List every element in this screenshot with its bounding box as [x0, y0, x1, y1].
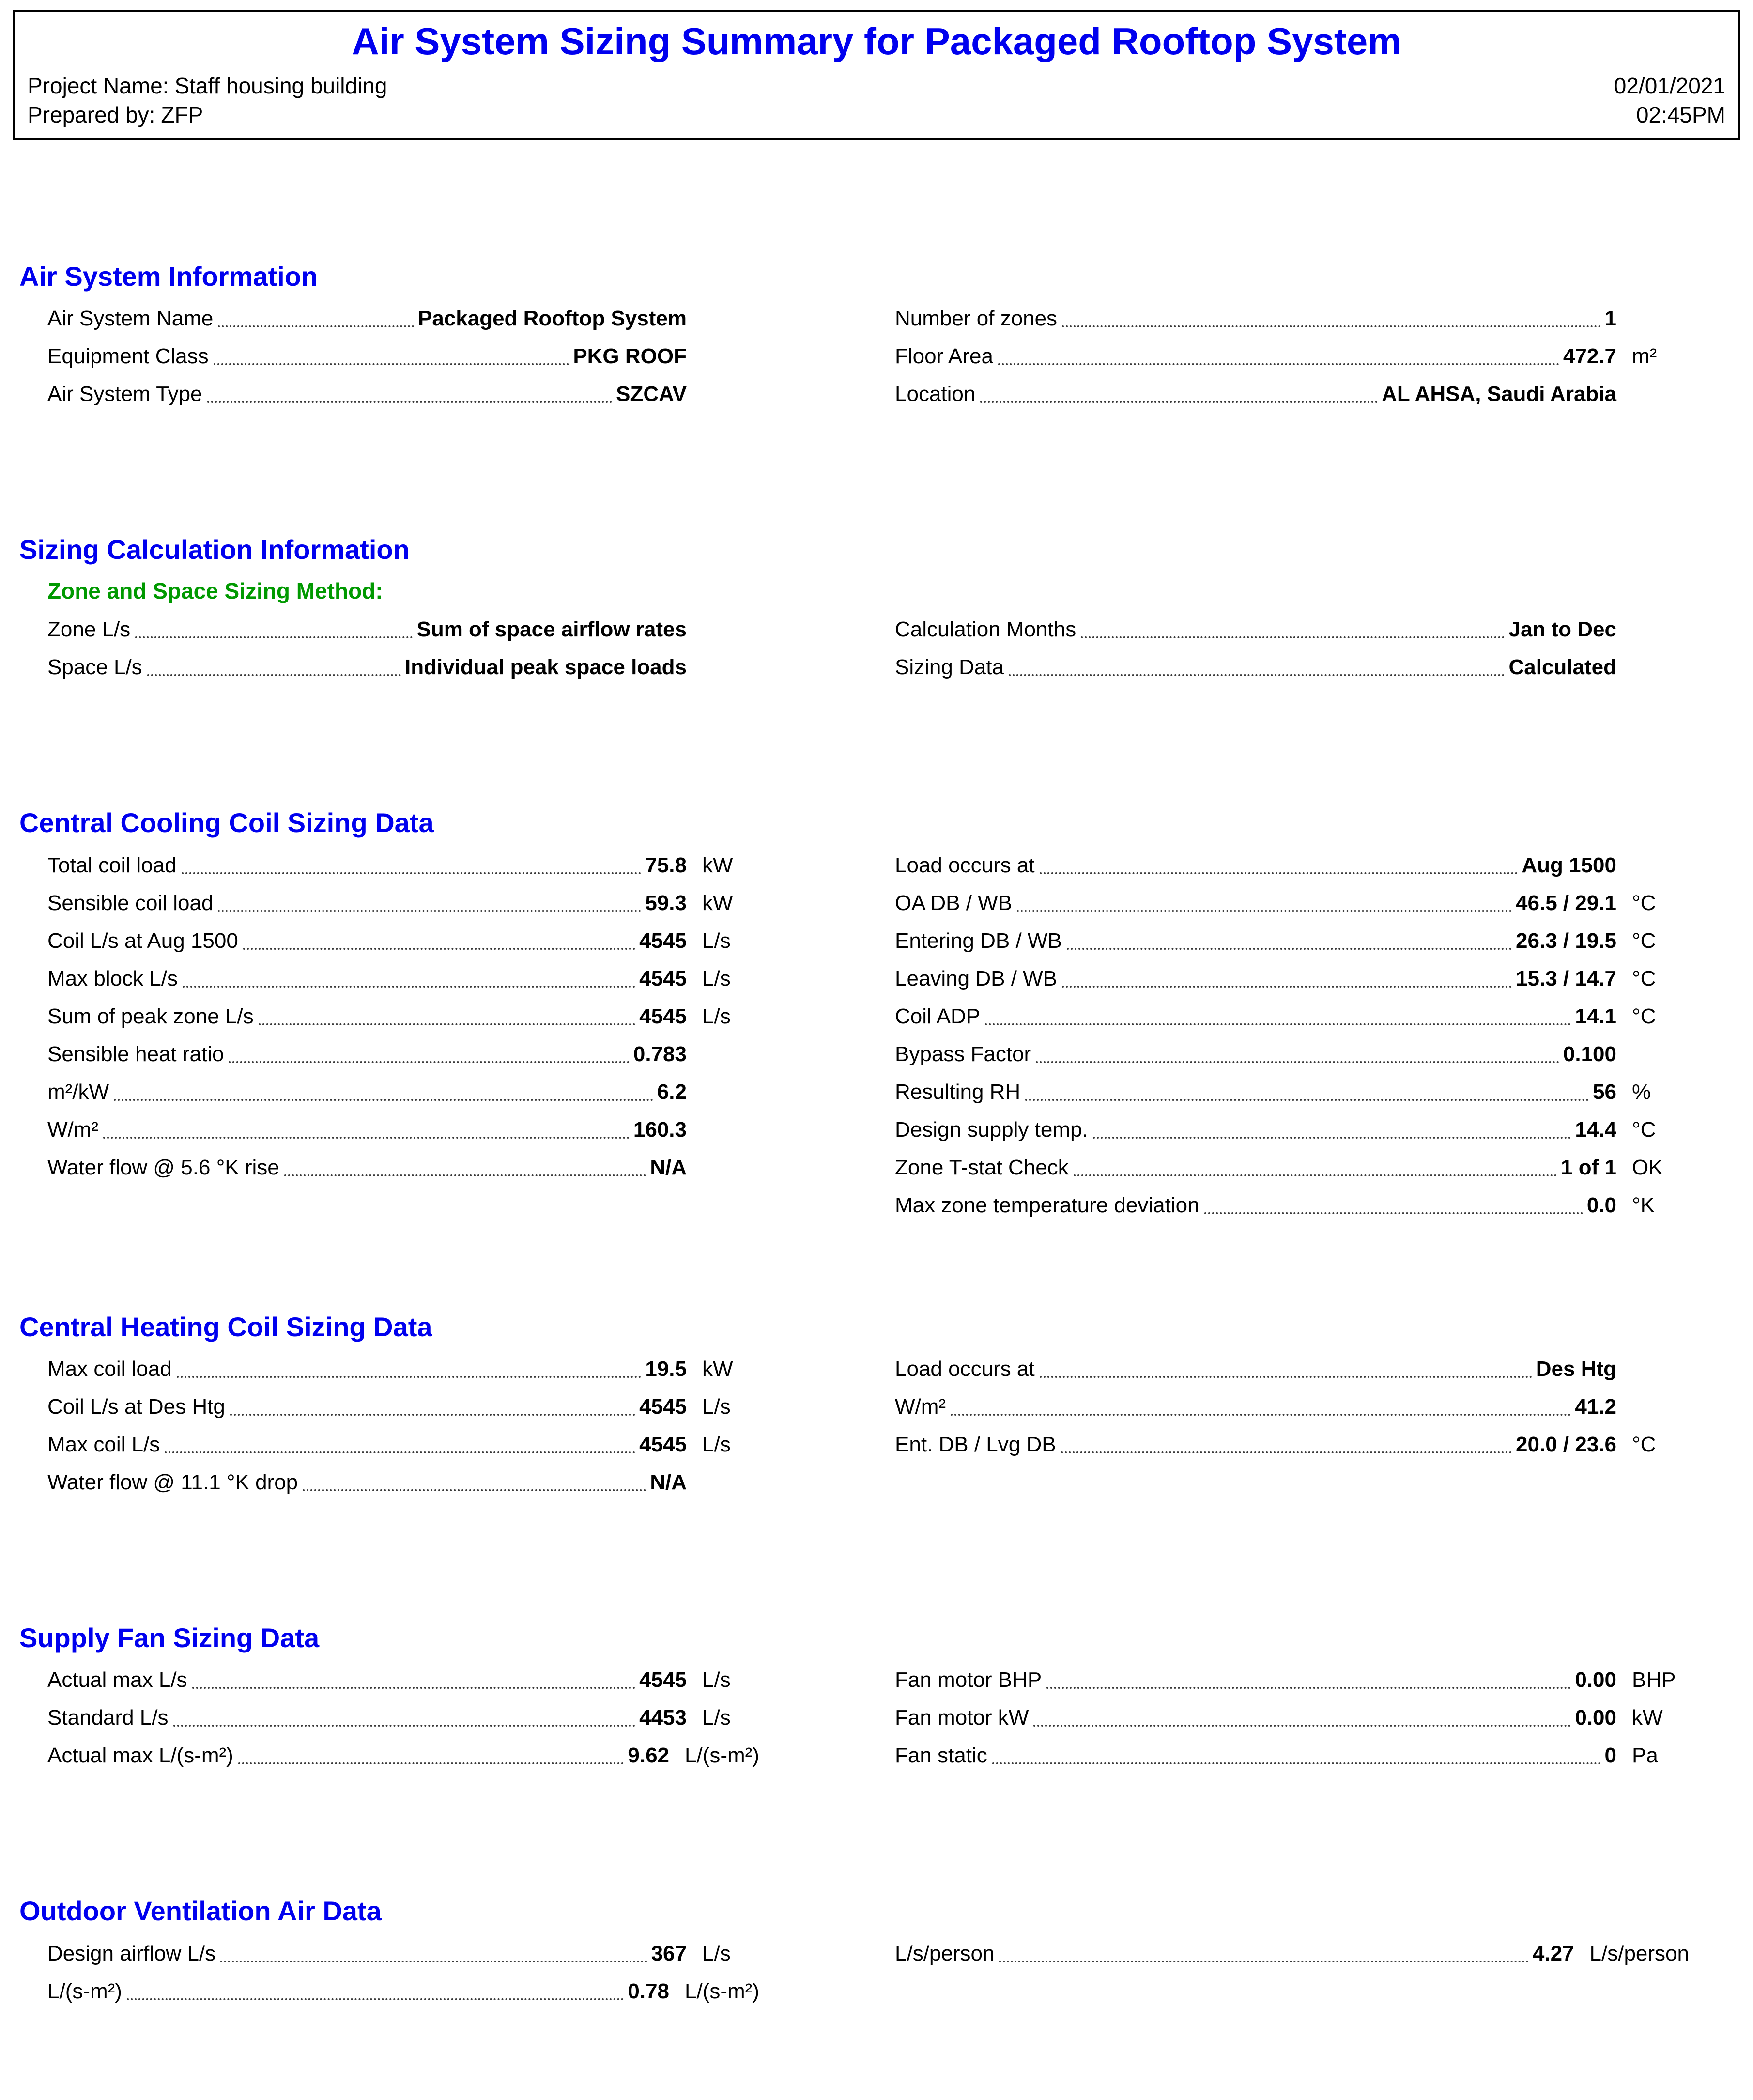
- dot-leader: [135, 611, 413, 638]
- row-unit: [687, 1464, 759, 1501]
- section-title: Central Cooling Coil Sizing Data: [19, 807, 434, 838]
- row-unit: °C: [1632, 891, 1656, 915]
- row-label: Sum of peak zone L/s: [47, 1004, 254, 1028]
- data-row: [895, 1661, 1689, 1699]
- dot-leader: [173, 1699, 636, 1727]
- dot-leader: [127, 1973, 624, 2000]
- columns: [47, 847, 1740, 1224]
- row-label: Zone L/s: [47, 618, 131, 642]
- dot-leader: [165, 1426, 635, 1453]
- column-left: [47, 1935, 759, 2010]
- row-unit: %: [1632, 1080, 1651, 1104]
- column-right: [895, 611, 1689, 686]
- dot-leader: [951, 1388, 1571, 1416]
- row-unit: BHP: [1632, 1668, 1676, 1692]
- row-value: 367: [651, 1941, 687, 1965]
- section-supply-fan-sizing-data: [13, 1622, 1740, 1775]
- row-unit: °C: [1632, 1004, 1656, 1028]
- row-value: 0.78: [628, 1979, 670, 2003]
- data-row: [47, 1350, 759, 1388]
- row-label: Max block L/s: [47, 966, 178, 990]
- column-left: [47, 611, 759, 686]
- data-row: [895, 1073, 1689, 1111]
- data-row: [895, 1187, 1689, 1224]
- data-row: [895, 998, 1689, 1035]
- row-label: W/m²: [895, 1395, 946, 1419]
- row-unit: [1616, 847, 1689, 884]
- row-label: Resulting RH: [895, 1080, 1021, 1104]
- dot-leader: [1009, 649, 1505, 676]
- data-row: [895, 338, 1689, 375]
- row-value: 1: [1604, 307, 1616, 331]
- row-label: Sensible coil load: [47, 891, 214, 915]
- row-value: Calculated: [1508, 655, 1616, 679]
- data-row: [47, 1737, 759, 1775]
- row-unit: OK: [1632, 1155, 1663, 1179]
- row-unit: °C: [1632, 966, 1656, 990]
- row-label: Coil L/s at Aug 1500: [47, 928, 238, 953]
- row-label: Design airflow L/s: [47, 1941, 216, 1965]
- row-unit: L/s: [702, 1668, 731, 1692]
- row-value: 4545: [639, 1433, 687, 1457]
- prepared-by: [28, 100, 203, 130]
- row-value: 4545: [639, 1395, 687, 1419]
- row-unit: m²: [1632, 344, 1657, 369]
- row-unit: Pa: [1632, 1744, 1658, 1768]
- dot-leader: [238, 1737, 624, 1764]
- dot-leader: [114, 1073, 653, 1101]
- section-title: Outdoor Ventilation Air Data: [19, 1896, 382, 1927]
- row-unit: L/s: [702, 928, 731, 953]
- columns: [47, 300, 1740, 413]
- row-value: AL AHSA, Saudi Arabia: [1382, 382, 1616, 406]
- row-value: 472.7: [1563, 344, 1616, 369]
- row-value: 26.3 / 19.5: [1516, 928, 1616, 953]
- row-label: Fan static: [895, 1744, 987, 1768]
- section-air-system-information: [13, 261, 1740, 413]
- header-row-project: [28, 71, 1725, 101]
- row-unit: kW: [702, 891, 733, 915]
- data-row: [47, 1935, 759, 1973]
- dot-leader: [1036, 1035, 1559, 1063]
- row-value: 4545: [639, 1668, 687, 1692]
- prepared-by-value: ZFP: [161, 102, 203, 128]
- row-unit: L/s: [702, 1706, 731, 1730]
- row-unit: kW: [702, 853, 733, 877]
- row-value: 4545: [639, 928, 687, 953]
- row-label: Total coil load: [47, 853, 177, 877]
- section-outdoor-ventilation-air-data: [13, 1896, 1740, 2010]
- row-value: 19.5: [645, 1357, 687, 1381]
- row-label: Floor Area: [895, 344, 993, 369]
- dot-leader: [177, 1350, 642, 1378]
- dot-leader: [214, 338, 569, 365]
- column-right: [895, 1350, 1689, 1464]
- row-unit: kW: [1632, 1706, 1663, 1730]
- dot-leader: [999, 1935, 1528, 1962]
- row-label: Sizing Data: [895, 655, 1004, 679]
- data-row: [895, 1035, 1689, 1073]
- data-row: [895, 922, 1689, 960]
- data-row: [47, 1073, 759, 1111]
- data-row: [895, 960, 1689, 998]
- row-value: 20.0 / 23.6: [1516, 1433, 1616, 1457]
- dot-leader: [1081, 611, 1505, 638]
- row-label: Coil L/s at Des Htg: [47, 1395, 225, 1419]
- row-label: Entering DB / WB: [895, 928, 1062, 953]
- sections: [13, 261, 1740, 2010]
- row-label: Equipment Class: [47, 344, 209, 369]
- row-unit: °C: [1632, 928, 1656, 953]
- row-value: Aug 1500: [1522, 853, 1616, 877]
- data-row: [47, 300, 759, 338]
- row-unit: L/(s-m²): [685, 1744, 759, 1768]
- row-unit: [687, 338, 759, 375]
- dot-leader: [1017, 884, 1512, 912]
- row-value: 4545: [639, 1004, 687, 1028]
- row-value: 75.8: [645, 853, 687, 877]
- row-unit: L/s: [702, 1004, 731, 1028]
- dot-leader: [1062, 960, 1512, 988]
- row-value: Packaged Rooftop System: [417, 307, 687, 331]
- row-unit: [1616, 1035, 1689, 1073]
- row-unit: [687, 1035, 759, 1073]
- column-left: [47, 1661, 759, 1775]
- data-row: [47, 338, 759, 375]
- section-title: Supply Fan Sizing Data: [19, 1622, 320, 1653]
- section-sizing-calculation-information: [13, 534, 1740, 686]
- data-row: [895, 1388, 1689, 1426]
- row-unit: [687, 611, 759, 649]
- row-value: 46.5 / 29.1: [1516, 891, 1616, 915]
- dot-leader: [192, 1661, 636, 1689]
- row-label: Air System Type: [47, 382, 202, 406]
- data-row: [47, 375, 759, 413]
- row-unit: [687, 1111, 759, 1149]
- row-label: Number of zones: [895, 307, 1058, 331]
- row-label: L/s/person: [895, 1941, 995, 1965]
- data-row: [895, 1699, 1689, 1737]
- data-row: [47, 1149, 759, 1187]
- data-row: [895, 649, 1689, 686]
- data-row: [895, 611, 1689, 649]
- dot-leader: [207, 375, 613, 403]
- section-title: Central Heating Coil Sizing Data: [19, 1311, 432, 1342]
- row-label: Leaving DB / WB: [895, 966, 1058, 990]
- section-central-cooling-coil-sizing-data: [13, 807, 1740, 1224]
- row-unit: L/s: [702, 1433, 731, 1457]
- row-unit: [687, 649, 759, 686]
- row-label: Zone T-stat Check: [895, 1155, 1069, 1179]
- row-unit: [1616, 611, 1689, 649]
- data-row: [47, 960, 759, 998]
- dot-leader: [229, 1035, 629, 1063]
- dot-leader: [980, 375, 1378, 403]
- row-label: Air System Name: [47, 307, 214, 331]
- row-value: 1 of 1: [1561, 1155, 1616, 1179]
- row-label: Bypass Factor: [895, 1042, 1031, 1066]
- row-label: Calculation Months: [895, 618, 1076, 642]
- dot-leader: [259, 998, 636, 1025]
- row-unit: [687, 300, 759, 338]
- dot-leader: [1061, 1426, 1512, 1453]
- row-value: Sum of space airflow rates: [416, 618, 687, 642]
- data-row: [895, 1737, 1689, 1775]
- row-label: Fan motor kW: [895, 1706, 1029, 1730]
- row-label: Actual max L/s: [47, 1668, 187, 1692]
- row-value: 4453: [639, 1706, 687, 1730]
- row-value: 0.783: [633, 1042, 687, 1066]
- dot-leader: [303, 1464, 646, 1491]
- row-value: Des Htg: [1536, 1357, 1616, 1381]
- data-row: [47, 1973, 759, 2010]
- page-title: Air System Sizing Summary for Packaged Rooftop System: [352, 20, 1401, 62]
- row-value: 56: [1593, 1080, 1616, 1104]
- row-value: N/A: [650, 1155, 687, 1179]
- row-value: 0: [1604, 1744, 1616, 1768]
- row-label: Load occurs at: [895, 1357, 1035, 1381]
- row-unit: kW: [702, 1357, 733, 1381]
- data-row: [47, 1426, 759, 1464]
- row-value: 0.100: [1563, 1042, 1616, 1066]
- dot-leader: [1093, 1111, 1571, 1139]
- dot-leader: [147, 649, 401, 676]
- prepared-by-label: Prepared by:: [28, 102, 155, 128]
- row-unit: °K: [1632, 1193, 1655, 1217]
- section-title: Air System Information: [19, 261, 318, 292]
- row-label: Max zone temperature deviation: [895, 1193, 1199, 1217]
- row-value: 59.3: [645, 891, 687, 915]
- header-row-prepared: [28, 100, 1725, 130]
- row-label: L/(s-m²): [47, 1979, 122, 2003]
- row-value: Jan to Dec: [1508, 618, 1616, 642]
- row-value: 4.27: [1532, 1941, 1574, 1965]
- column-left: [47, 1350, 759, 1501]
- column-right: [895, 300, 1689, 413]
- row-label: Water flow @ 11.1 °K drop: [47, 1470, 298, 1495]
- row-value: 9.62: [628, 1744, 670, 1768]
- row-unit: [1616, 1388, 1689, 1426]
- row-label: OA DB / WB: [895, 891, 1013, 915]
- data-row: [47, 998, 759, 1035]
- report-time: 02:45PM: [1636, 102, 1725, 128]
- data-row: [895, 300, 1689, 338]
- column-right: [895, 1661, 1689, 1775]
- columns: [47, 1935, 1740, 2010]
- section-subtitle: Zone and Space Sizing Method:: [47, 578, 383, 603]
- row-label: Load occurs at: [895, 853, 1035, 877]
- row-unit: [1616, 300, 1689, 338]
- row-value: N/A: [650, 1470, 687, 1495]
- row-label: Space L/s: [47, 655, 142, 679]
- row-unit: °C: [1632, 1117, 1656, 1142]
- dot-leader: [1040, 1350, 1532, 1378]
- dot-leader: [992, 1737, 1601, 1764]
- data-row: [47, 884, 759, 922]
- row-label: Location: [895, 382, 976, 406]
- row-label: Coil ADP: [895, 1004, 981, 1028]
- dot-leader: [183, 960, 635, 988]
- column-right: [895, 847, 1689, 1224]
- data-row: [895, 1935, 1689, 1973]
- data-row: [47, 847, 759, 884]
- dot-leader: [243, 922, 635, 950]
- dot-leader: [103, 1111, 630, 1139]
- data-row: [47, 1464, 759, 1501]
- row-value: 160.3: [633, 1117, 687, 1142]
- report-date: 02/01/2021: [1614, 73, 1725, 98]
- dot-leader: [998, 338, 1559, 365]
- project-name-value: Staff housing building: [174, 73, 387, 98]
- row-value: SZCAV: [616, 382, 687, 406]
- row-unit: [1616, 1350, 1689, 1388]
- data-row: [47, 922, 759, 960]
- row-unit: L/s: [702, 1941, 731, 1965]
- dot-leader: [1046, 1661, 1571, 1689]
- row-label: Sensible heat ratio: [47, 1042, 224, 1066]
- row-value: 41.2: [1575, 1395, 1616, 1419]
- row-value: PKG ROOF: [573, 344, 687, 369]
- data-row: [47, 611, 759, 649]
- data-row: [895, 1350, 1689, 1388]
- dot-leader: [1067, 922, 1512, 950]
- column-left: [47, 300, 759, 413]
- row-unit: [687, 375, 759, 413]
- data-row: [895, 1149, 1689, 1187]
- row-value: 0.00: [1575, 1668, 1616, 1692]
- dot-leader: [1204, 1187, 1583, 1214]
- dot-leader: [220, 1935, 647, 1962]
- column-left: [47, 847, 759, 1187]
- row-unit: L/s: [702, 966, 731, 990]
- header-box: [13, 10, 1740, 140]
- row-label: Max coil L/s: [47, 1433, 160, 1457]
- data-row: [47, 649, 759, 686]
- row-unit: [1616, 375, 1689, 413]
- dot-leader: [1025, 1073, 1589, 1101]
- row-label: Design supply temp.: [895, 1117, 1088, 1142]
- row-label: W/m²: [47, 1117, 99, 1142]
- data-row: [895, 1111, 1689, 1149]
- row-value: 14.1: [1575, 1004, 1616, 1028]
- dot-leader: [1040, 847, 1518, 874]
- dot-leader: [182, 847, 642, 874]
- project-name: [28, 71, 387, 101]
- data-row: [47, 1111, 759, 1149]
- row-label: Fan motor BHP: [895, 1668, 1042, 1692]
- dot-leader: [985, 998, 1571, 1025]
- dot-leader: [1062, 300, 1600, 327]
- row-value: 15.3 / 14.7: [1516, 966, 1616, 990]
- columns: [47, 611, 1740, 686]
- dot-leader: [218, 300, 414, 327]
- row-label: Max coil load: [47, 1357, 172, 1381]
- row-unit: L/s/person: [1589, 1941, 1689, 1965]
- columns: [47, 1350, 1740, 1501]
- row-value: 14.4: [1575, 1117, 1616, 1142]
- row-value: 4545: [639, 966, 687, 990]
- row-unit: L/(s-m²): [685, 1979, 759, 2003]
- row-value: 6.2: [657, 1080, 687, 1104]
- dot-leader: [1033, 1699, 1571, 1727]
- dot-leader: [230, 1388, 635, 1416]
- column-right: [895, 1935, 1689, 1973]
- row-value: 0.0: [1586, 1193, 1616, 1217]
- row-unit: [1616, 649, 1689, 686]
- data-row: [47, 1035, 759, 1073]
- columns: [47, 1661, 1740, 1775]
- section-central-heating-coil-sizing-data: [13, 1312, 1740, 1501]
- row-label: m²/kW: [47, 1080, 109, 1104]
- dot-leader: [284, 1149, 646, 1176]
- dot-leader: [1074, 1149, 1557, 1176]
- dot-leader: [218, 884, 641, 912]
- data-row: [47, 1661, 759, 1699]
- data-row: [47, 1388, 759, 1426]
- data-row: [47, 1699, 759, 1737]
- row-label: Ent. DB / Lvg DB: [895, 1433, 1056, 1457]
- data-row: [895, 884, 1689, 922]
- row-unit: [687, 1149, 759, 1187]
- row-label: Standard L/s: [47, 1706, 169, 1730]
- data-row: [895, 375, 1689, 413]
- row-unit: °C: [1632, 1433, 1656, 1457]
- row-value: 0.00: [1575, 1706, 1616, 1730]
- project-name-label: Project Name:: [28, 73, 169, 98]
- row-label: Water flow @ 5.6 °K rise: [47, 1155, 279, 1179]
- data-row: [895, 1426, 1689, 1464]
- data-row: [895, 847, 1689, 884]
- row-unit: L/s: [702, 1395, 731, 1419]
- row-value: Individual peak space loads: [405, 655, 687, 679]
- row-label: Actual max L/(s-m²): [47, 1744, 233, 1768]
- section-title: Sizing Calculation Information: [19, 534, 410, 565]
- row-unit: [687, 1073, 759, 1111]
